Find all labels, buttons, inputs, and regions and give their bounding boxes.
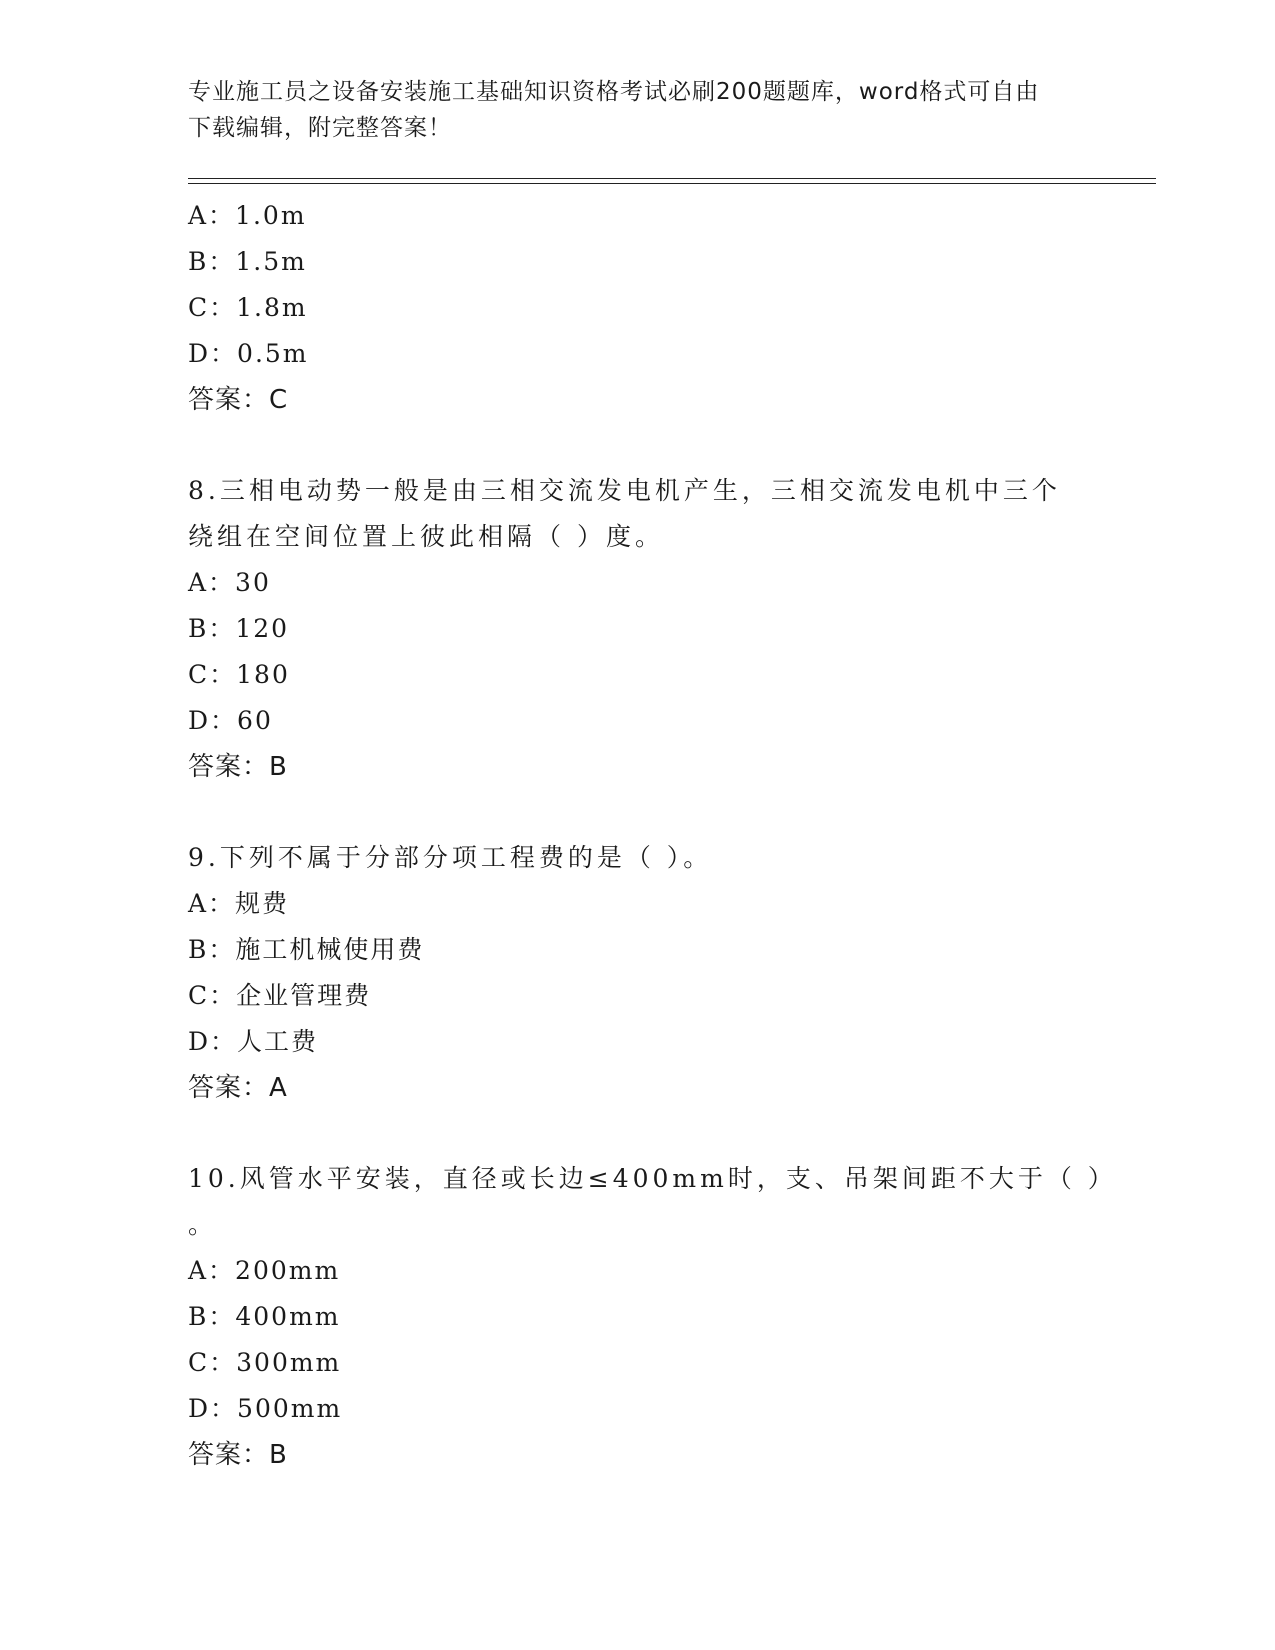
question-7	[188, 193, 1088, 423]
question-text-line-1: 10.风管水平安装，直径或长边≤400mm时，支、吊架间距不大于（ ）	[188, 1164, 1117, 1193]
question-text-line-1: 8.三相电动势一般是由三相交流发电机产生，三相交流发电机中三个	[188, 476, 1061, 505]
question-text: 9.下列不属于分部分项工程费的是（ ）。	[188, 843, 713, 872]
question-9	[188, 835, 1088, 1111]
answer-line: 答案：A	[188, 1073, 288, 1103]
header-divider-bottom	[188, 183, 1156, 184]
question-text-line-2: 。	[188, 1210, 218, 1239]
spacer	[188, 423, 1088, 468]
option-d: D：60	[188, 706, 273, 735]
question-8	[188, 468, 1088, 790]
option-b: B：1.5m	[188, 247, 307, 276]
option-d: D：人工费	[188, 1027, 319, 1056]
question-10	[188, 1156, 1117, 1478]
spacer	[188, 1111, 1088, 1156]
option-c: C：1.8m	[188, 293, 308, 322]
option-c: C：180	[188, 660, 290, 689]
option-b: B：400mm	[188, 1302, 341, 1331]
option-a: A：规费	[188, 889, 290, 918]
header-line-2: 下载编辑，附完整答案！	[188, 115, 452, 141]
answer-line: 答案：B	[188, 1440, 288, 1470]
header-divider-top	[188, 178, 1156, 179]
header-line-1: 专业施工员之设备安装施工基础知识资格考试必刷200题题库，word格式可自由	[188, 79, 1040, 105]
option-b: B：120	[188, 614, 290, 643]
option-b: B：施工机械使用费	[188, 935, 425, 964]
option-c: C：300mm	[188, 1348, 342, 1377]
spacer	[188, 790, 1088, 835]
answer-line: 答案：B	[188, 752, 288, 782]
option-a: A：200mm	[188, 1256, 341, 1285]
option-a: A：1.0m	[188, 201, 307, 230]
document-header	[188, 74, 1088, 146]
option-c: C：企业管理费	[188, 981, 372, 1010]
option-a: A：30	[188, 568, 271, 597]
option-d: D：500mm	[188, 1394, 343, 1423]
question-list	[188, 193, 1117, 1478]
question-text-line-2: 绕组在空间位置上彼此相隔（ ）度。	[188, 522, 664, 551]
option-d: D：0.5m	[188, 339, 309, 368]
answer-line: 答案：C	[188, 385, 289, 415]
